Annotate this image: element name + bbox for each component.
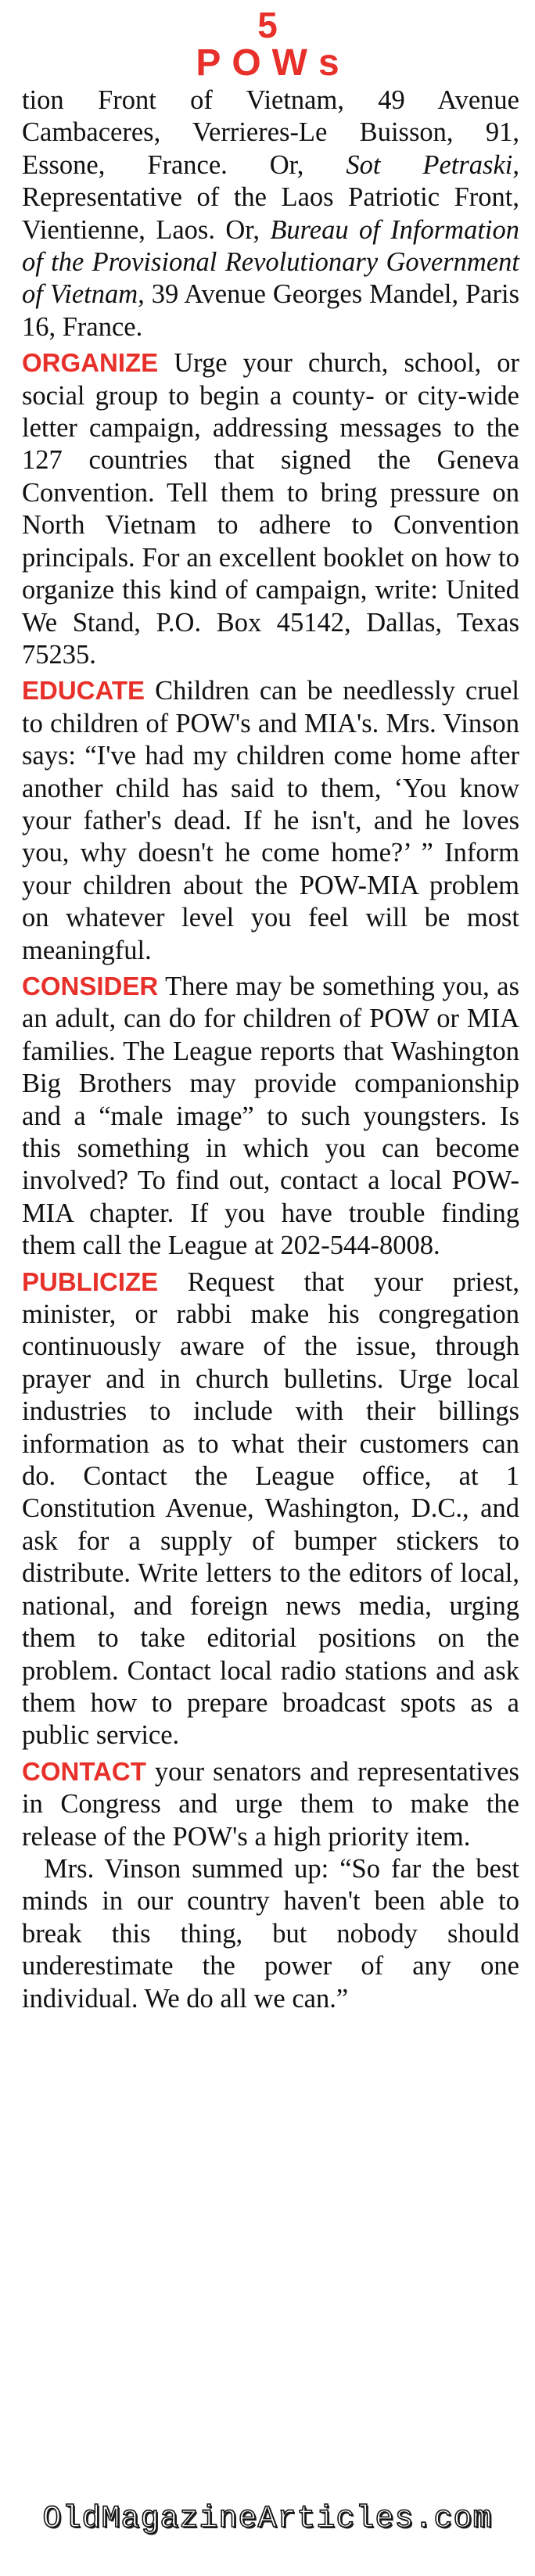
section-keyword: CONSIDER [22, 971, 159, 1001]
closing-paragraph: Mrs. Vinson summed up: “So far the best minds in our country haven't been able to break this thing, but nobody should underestimate the power of any one individual. We do all we can.” [22, 1853, 519, 2014]
section-keyword: ORGANIZE [22, 348, 159, 378]
section-text: There may be something you, as an adult, can do for children of POW or MIA families. The League reports that Washington Big Brothers may provide companionship and a “male image” to such youngsters. Is this something in which you can become involved? To find out, contact a local POW-MIA chapter. If you have trouble finding them call the League at 202-544-8008. [22, 971, 519, 1261]
footer [0, 2502, 535, 2537]
section-contact [22, 1755, 519, 1853]
intro-italic-1: Sot Petraski, [346, 149, 519, 180]
section-educate [22, 674, 519, 967]
page-title: POWs [196, 42, 350, 84]
article-body [22, 84, 519, 2015]
site-watermark: OldMagazineArticles.com [42, 2502, 493, 2537]
section-text: Request that your priest, minister, or rabbi make his congregation continuously aware of the issue, through prayer and in church bulletins. Urge local industries to include with their billings information as to what their customers can do. Contact the League office, at 1 Constitution Avenue, Washington, D.C., and ask for a supply of bumper stickers to distribute. Write letters to the editors of local, national, and foreign news media, urging them to take editorial positions on the problem. Contact local radio stations and ask them how to prepare broadcast spots as a public service. [22, 1266, 519, 1751]
intro-text-1: tion Front of Vietnam, 49 Avenue Cambaceres, Verrieres-Le Buisson, 91, Essone, France. Or, [22, 85, 519, 180]
page-header [0, 0, 535, 83]
section-consider [22, 970, 519, 1263]
page-number: 5 [257, 5, 278, 45]
section-keyword: EDUCATE [22, 676, 145, 706]
section-text: Children can be needlessly cruel to children of POW's and MIA's. Mrs. Vinson says: “I've had my children come home after another child has said to them, ‘You know your father's dead. If he isn't, and he loves you, why doesn't he come home?’ ” Inform your children about the POW-MIA problem on whatever level you feel will be most meaningful. [22, 676, 519, 965]
intro-italic-2: Bureau of Information of the Provisional Revolutionary Government of Vietnam, [22, 214, 519, 310]
intro-paragraph [22, 84, 519, 343]
section-keyword: PUBLICIZE [22, 1266, 159, 1296]
section-organize [22, 347, 519, 671]
section-publicize [22, 1266, 519, 1752]
intro-text-2: Representative of the Laos Patriotic Front, Vientienne, Laos. Or, [22, 182, 519, 245]
section-text: Urge your church, school, or social group to begin a county- or city-wide letter campaign, addressing messages to the 127 countries that signed the Geneva Convention. Tell them to bring pressure on North Vietnam to adhere to Convention principals. For an excellent booklet on how to organize this kind of campaign, write: United We Stand, P.O. Box 45142, Dallas, Texas 75235. [22, 348, 519, 670]
section-keyword: CONTACT [22, 1756, 146, 1786]
intro-text-3: 39 Avenue Georges Mandel, Paris 16, France. [22, 279, 519, 342]
section-text: your senators and representatives in Congress and urge them to make the release of the POW's a high priority item. [22, 1756, 519, 1852]
